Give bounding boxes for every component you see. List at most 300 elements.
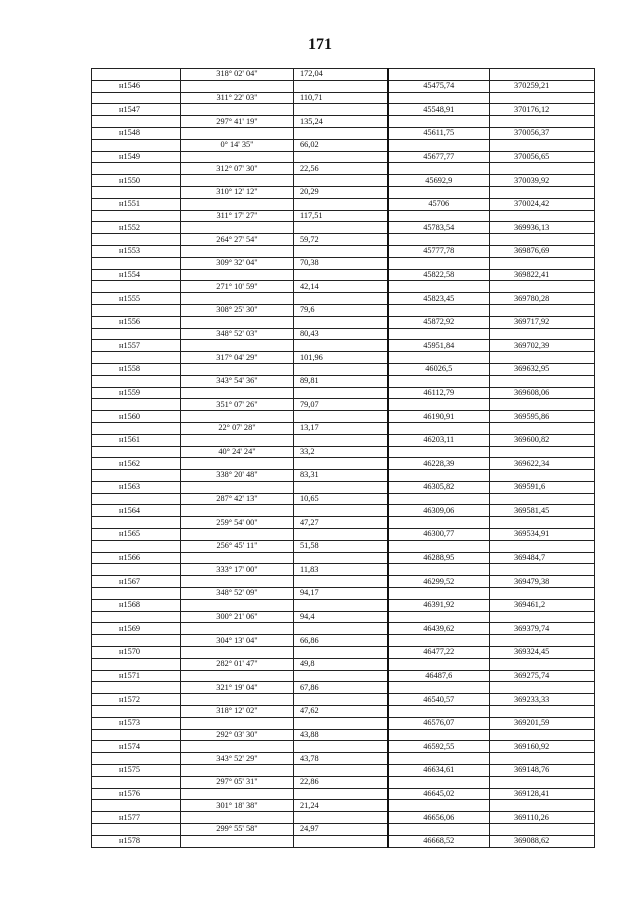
table-row [92,186,595,198]
x-coordinate-cell [388,470,490,482]
direction-angle-cell [181,340,294,352]
table-row [92,470,595,482]
direction-angle-cell [181,104,294,116]
point-id-cell [92,422,181,434]
distance-cell [294,175,388,187]
table-row [92,729,595,741]
x-coordinate-cell [388,824,490,836]
distance-cell [294,623,388,635]
direction-angle-cell: 348° 52' 03" [181,328,294,340]
y-coordinate-cell: 369936,13 [490,222,595,234]
point-id-cell: н1574 [92,741,181,753]
table-row [92,446,595,458]
direction-angle-cell: 301° 18' 38" [181,800,294,812]
x-coordinate-cell: 45475,74 [388,80,490,92]
x-coordinate-cell: 46288,95 [388,552,490,564]
point-id-cell: н1556 [92,316,181,328]
direction-angle-cell [181,245,294,257]
x-coordinate-cell [388,517,490,529]
point-id-cell: н1562 [92,458,181,470]
distance-cell [294,552,388,564]
point-id-cell [92,540,181,552]
x-coordinate-cell [388,446,490,458]
y-coordinate-cell: 369608,06 [490,387,595,399]
point-id-cell: н1546 [92,80,181,92]
y-coordinate-cell: 369110,26 [490,812,595,824]
y-coordinate-cell: 370056,65 [490,151,595,163]
distance-cell: 101,96 [294,352,388,364]
distance-cell [294,481,388,493]
table-row [92,316,595,328]
y-coordinate-cell: 369461,2 [490,599,595,611]
x-coordinate-cell: 46309,06 [388,505,490,517]
point-id-cell: н1558 [92,363,181,375]
x-coordinate-cell: 45611,75 [388,127,490,139]
table-row [92,245,595,257]
table-row [92,741,595,753]
y-coordinate-cell [490,257,595,269]
direction-angle-cell [181,835,294,847]
point-id-cell: н1552 [92,222,181,234]
page-number: 171 [308,36,332,53]
x-coordinate-cell: 46026,5 [388,363,490,375]
table-row [92,635,595,647]
distance-cell [294,670,388,682]
y-coordinate-cell [490,139,595,151]
distance-cell: 42,14 [294,281,388,293]
table-row [92,670,595,682]
x-coordinate-cell [388,281,490,293]
direction-angle-cell [181,788,294,800]
table-row [92,411,595,423]
x-coordinate-cell: 46645,02 [388,788,490,800]
distance-cell [294,505,388,517]
distance-cell [294,127,388,139]
distance-cell: 94,17 [294,588,388,600]
table-row [92,163,595,175]
direction-angle-cell [181,80,294,92]
x-coordinate-cell: 46228,39 [388,458,490,470]
direction-angle-cell: 287° 42' 13" [181,493,294,505]
y-coordinate-cell: 369780,28 [490,293,595,305]
table-row [92,257,595,269]
x-coordinate-cell: 46540,57 [388,694,490,706]
y-coordinate-cell: 369484,7 [490,552,595,564]
table-row [92,127,595,139]
table-row [92,682,595,694]
direction-angle-cell: 311° 22' 03" [181,92,294,104]
table-row [92,694,595,706]
distance-cell: 47,62 [294,706,388,718]
point-id-cell: н1575 [92,765,181,777]
x-coordinate-cell: 45822,58 [388,269,490,281]
y-coordinate-cell [490,564,595,576]
x-coordinate-cell: 46592,55 [388,741,490,753]
y-coordinate-cell [490,328,595,340]
distance-cell: 49,8 [294,658,388,670]
point-id-cell [92,399,181,411]
x-coordinate-cell [388,257,490,269]
table-row [92,824,595,836]
point-id-cell [92,281,181,293]
y-coordinate-cell: 369534,91 [490,529,595,541]
y-coordinate-cell [490,517,595,529]
point-id-cell [92,116,181,128]
point-id-cell [92,186,181,198]
x-coordinate-cell [388,375,490,387]
table-row [92,399,595,411]
direction-angle-cell [181,198,294,210]
point-id-cell: н1549 [92,151,181,163]
distance-cell [294,269,388,281]
y-coordinate-cell: 369275,74 [490,670,595,682]
direction-angle-cell: 300° 21' 06" [181,611,294,623]
table-row [92,552,595,564]
direction-angle-cell [181,363,294,375]
x-coordinate-cell [388,611,490,623]
direction-angle-cell [181,576,294,588]
distance-cell [294,411,388,423]
x-coordinate-cell [388,69,490,81]
point-id-cell [92,470,181,482]
direction-angle-cell [181,387,294,399]
y-coordinate-cell [490,281,595,293]
y-coordinate-cell: 370259,21 [490,80,595,92]
point-id-cell: н1550 [92,175,181,187]
distance-cell: 47,27 [294,517,388,529]
direction-angle-cell: 256° 45' 11" [181,540,294,552]
table-row [92,387,595,399]
point-id-cell: н1561 [92,434,181,446]
y-coordinate-cell [490,729,595,741]
x-coordinate-cell [388,116,490,128]
direction-angle-cell: 292° 03' 30" [181,729,294,741]
point-id-cell: н1560 [92,411,181,423]
x-coordinate-cell [388,328,490,340]
direction-angle-cell: 317° 04' 29" [181,352,294,364]
point-id-cell: н1553 [92,245,181,257]
direction-angle-cell: 338° 20' 48" [181,470,294,482]
direction-angle-cell [181,458,294,470]
x-coordinate-cell [388,139,490,151]
table-row [92,493,595,505]
x-coordinate-cell [388,635,490,647]
table-row [92,717,595,729]
direction-angle-cell: 297° 05' 31" [181,776,294,788]
distance-cell [294,458,388,470]
y-coordinate-cell [490,422,595,434]
x-coordinate-cell: 46190,91 [388,411,490,423]
distance-cell: 13,17 [294,422,388,434]
distance-cell [294,812,388,824]
point-id-cell [92,352,181,364]
distance-cell: 22,86 [294,776,388,788]
point-id-cell: н1551 [92,198,181,210]
direction-angle-cell [181,222,294,234]
point-id-cell [92,210,181,222]
y-coordinate-cell: 369717,92 [490,316,595,328]
table-row [92,517,595,529]
y-coordinate-cell [490,611,595,623]
x-coordinate-cell: 46305,82 [388,481,490,493]
table-row [92,139,595,151]
x-coordinate-cell [388,493,490,505]
point-id-cell: н1577 [92,812,181,824]
y-coordinate-cell: 369591,6 [490,481,595,493]
table-row [92,234,595,246]
distance-cell: 51,58 [294,540,388,552]
distance-cell [294,363,388,375]
y-coordinate-cell [490,682,595,694]
x-coordinate-cell: 46203,11 [388,434,490,446]
distance-cell [294,529,388,541]
x-coordinate-cell [388,352,490,364]
y-coordinate-cell [490,776,595,788]
y-coordinate-cell: 370176,12 [490,104,595,116]
table-row [92,210,595,222]
table-row [92,92,595,104]
point-id-cell [92,493,181,505]
table-row [92,198,595,210]
table-row [92,340,595,352]
x-coordinate-cell: 45548,91 [388,104,490,116]
y-coordinate-cell [490,635,595,647]
x-coordinate-cell: 46299,52 [388,576,490,588]
x-coordinate-cell: 45692,9 [388,175,490,187]
y-coordinate-cell [490,304,595,316]
x-coordinate-cell [388,682,490,694]
table-row [92,564,595,576]
y-coordinate-cell [490,375,595,387]
table-row [92,540,595,552]
y-coordinate-cell: 369702,39 [490,340,595,352]
table-row [92,80,595,92]
y-coordinate-cell: 370024,42 [490,198,595,210]
point-id-cell: н1547 [92,104,181,116]
distance-cell: 70,38 [294,257,388,269]
distance-cell: 20,29 [294,186,388,198]
y-coordinate-cell [490,446,595,458]
x-coordinate-cell [388,753,490,765]
point-id-cell [92,658,181,670]
point-id-cell [92,800,181,812]
distance-cell [294,340,388,352]
distance-cell [294,104,388,116]
direction-angle-cell [181,717,294,729]
direction-angle-cell: 264° 27' 54" [181,234,294,246]
x-coordinate-cell [388,186,490,198]
distance-cell: 89,81 [294,375,388,387]
direction-angle-cell: 0° 14' 35" [181,139,294,151]
x-coordinate-cell: 45677,77 [388,151,490,163]
point-id-cell [92,139,181,151]
x-coordinate-cell: 46656,06 [388,812,490,824]
y-coordinate-cell: 370056,37 [490,127,595,139]
point-id-cell: н1569 [92,623,181,635]
table-row [92,363,595,375]
table-row [92,293,595,305]
x-coordinate-cell: 45951,84 [388,340,490,352]
y-coordinate-cell: 369581,45 [490,505,595,517]
point-id-cell [92,776,181,788]
direction-angle-cell: 343° 52' 29" [181,753,294,765]
table-row [92,788,595,800]
point-id-cell: н1567 [92,576,181,588]
table-row [92,328,595,340]
x-coordinate-cell: 46668,52 [388,835,490,847]
point-id-cell [92,564,181,576]
x-coordinate-cell: 45777,78 [388,245,490,257]
direction-angle-cell [181,175,294,187]
point-id-cell [92,753,181,765]
x-coordinate-cell [388,399,490,411]
x-coordinate-cell [388,163,490,175]
table-row [92,104,595,116]
point-id-cell: н1571 [92,670,181,682]
x-coordinate-cell: 45823,45 [388,293,490,305]
table-row [92,658,595,670]
direction-angle-cell: 282° 01' 47" [181,658,294,670]
direction-angle-cell [181,411,294,423]
x-coordinate-cell: 46112,79 [388,387,490,399]
distance-cell: 11,83 [294,564,388,576]
distance-cell: 117,51 [294,210,388,222]
direction-angle-cell: 312° 07' 30" [181,163,294,175]
table-row [92,458,595,470]
x-coordinate-cell: 45783,54 [388,222,490,234]
table-row [92,611,595,623]
direction-angle-cell: 308° 25' 30" [181,304,294,316]
table-row [92,175,595,187]
table-row [92,765,595,777]
distance-cell [294,694,388,706]
y-coordinate-cell [490,69,595,81]
table-row [92,529,595,541]
table-row [92,304,595,316]
direction-angle-cell: 318° 12' 02" [181,706,294,718]
distance-cell: 79,07 [294,399,388,411]
distance-cell: 66,02 [294,139,388,151]
table-row [92,576,595,588]
y-coordinate-cell [490,658,595,670]
distance-cell: 10,65 [294,493,388,505]
table-row [92,647,595,659]
x-coordinate-cell [388,304,490,316]
point-id-cell: н1578 [92,835,181,847]
table-row [92,69,595,81]
y-coordinate-cell: 369822,41 [490,269,595,281]
y-coordinate-cell: 369479,38 [490,576,595,588]
point-id-cell [92,234,181,246]
x-coordinate-cell [388,540,490,552]
distance-cell [294,434,388,446]
direction-angle-cell: 304° 13' 04" [181,635,294,647]
distance-cell: 59,72 [294,234,388,246]
y-coordinate-cell [490,92,595,104]
y-coordinate-cell [490,186,595,198]
x-coordinate-cell: 46487,6 [388,670,490,682]
x-coordinate-cell: 46634,61 [388,765,490,777]
point-id-cell: н1555 [92,293,181,305]
table-row [92,222,595,234]
point-id-cell [92,69,181,81]
distance-cell: 94,4 [294,611,388,623]
point-id-cell [92,92,181,104]
point-id-cell [92,446,181,458]
table-row [92,281,595,293]
coordinates-table-body [92,69,595,848]
direction-angle-cell [181,434,294,446]
distance-cell: 66,86 [294,635,388,647]
distance-cell [294,647,388,659]
direction-angle-cell: 271° 10' 59" [181,281,294,293]
point-id-cell [92,611,181,623]
x-coordinate-cell [388,658,490,670]
table-row [92,835,595,847]
y-coordinate-cell [490,470,595,482]
distance-cell [294,80,388,92]
table-row [92,375,595,387]
distance-cell: 43,88 [294,729,388,741]
y-coordinate-cell [490,824,595,836]
point-id-cell: н1566 [92,552,181,564]
direction-angle-cell [181,812,294,824]
x-coordinate-cell [388,564,490,576]
y-coordinate-cell: 369379,74 [490,623,595,635]
distance-cell [294,788,388,800]
x-coordinate-cell [388,92,490,104]
y-coordinate-cell: 369600,82 [490,434,595,446]
x-coordinate-cell [388,776,490,788]
distance-cell: 110,71 [294,92,388,104]
point-id-cell: н1554 [92,269,181,281]
point-id-cell [92,706,181,718]
table-row [92,116,595,128]
x-coordinate-cell: 46391,92 [388,599,490,611]
y-coordinate-cell [490,540,595,552]
y-coordinate-cell [490,588,595,600]
y-coordinate-cell [490,234,595,246]
x-coordinate-cell: 46439,62 [388,623,490,635]
direction-angle-cell [181,269,294,281]
y-coordinate-cell: 369128,41 [490,788,595,800]
y-coordinate-cell [490,800,595,812]
table-row [92,623,595,635]
point-id-cell [92,588,181,600]
y-coordinate-cell: 369233,33 [490,694,595,706]
distance-cell: 83,31 [294,470,388,482]
direction-angle-cell [181,481,294,493]
y-coordinate-cell [490,493,595,505]
distance-cell: 21,24 [294,800,388,812]
direction-angle-cell: 343° 54' 36" [181,375,294,387]
distance-cell: 43,78 [294,753,388,765]
y-coordinate-cell [490,352,595,364]
direction-angle-cell [181,293,294,305]
point-id-cell: н1564 [92,505,181,517]
y-coordinate-cell: 369632,95 [490,363,595,375]
x-coordinate-cell: 46576,07 [388,717,490,729]
y-coordinate-cell: 369595,86 [490,411,595,423]
distance-cell [294,151,388,163]
y-coordinate-cell: 369876,69 [490,245,595,257]
direction-angle-cell: 321° 19' 04" [181,682,294,694]
coordinates-table [91,68,595,848]
point-id-cell: н1568 [92,599,181,611]
distance-cell [294,717,388,729]
point-id-cell [92,375,181,387]
distance-cell: 172,04 [294,69,388,81]
